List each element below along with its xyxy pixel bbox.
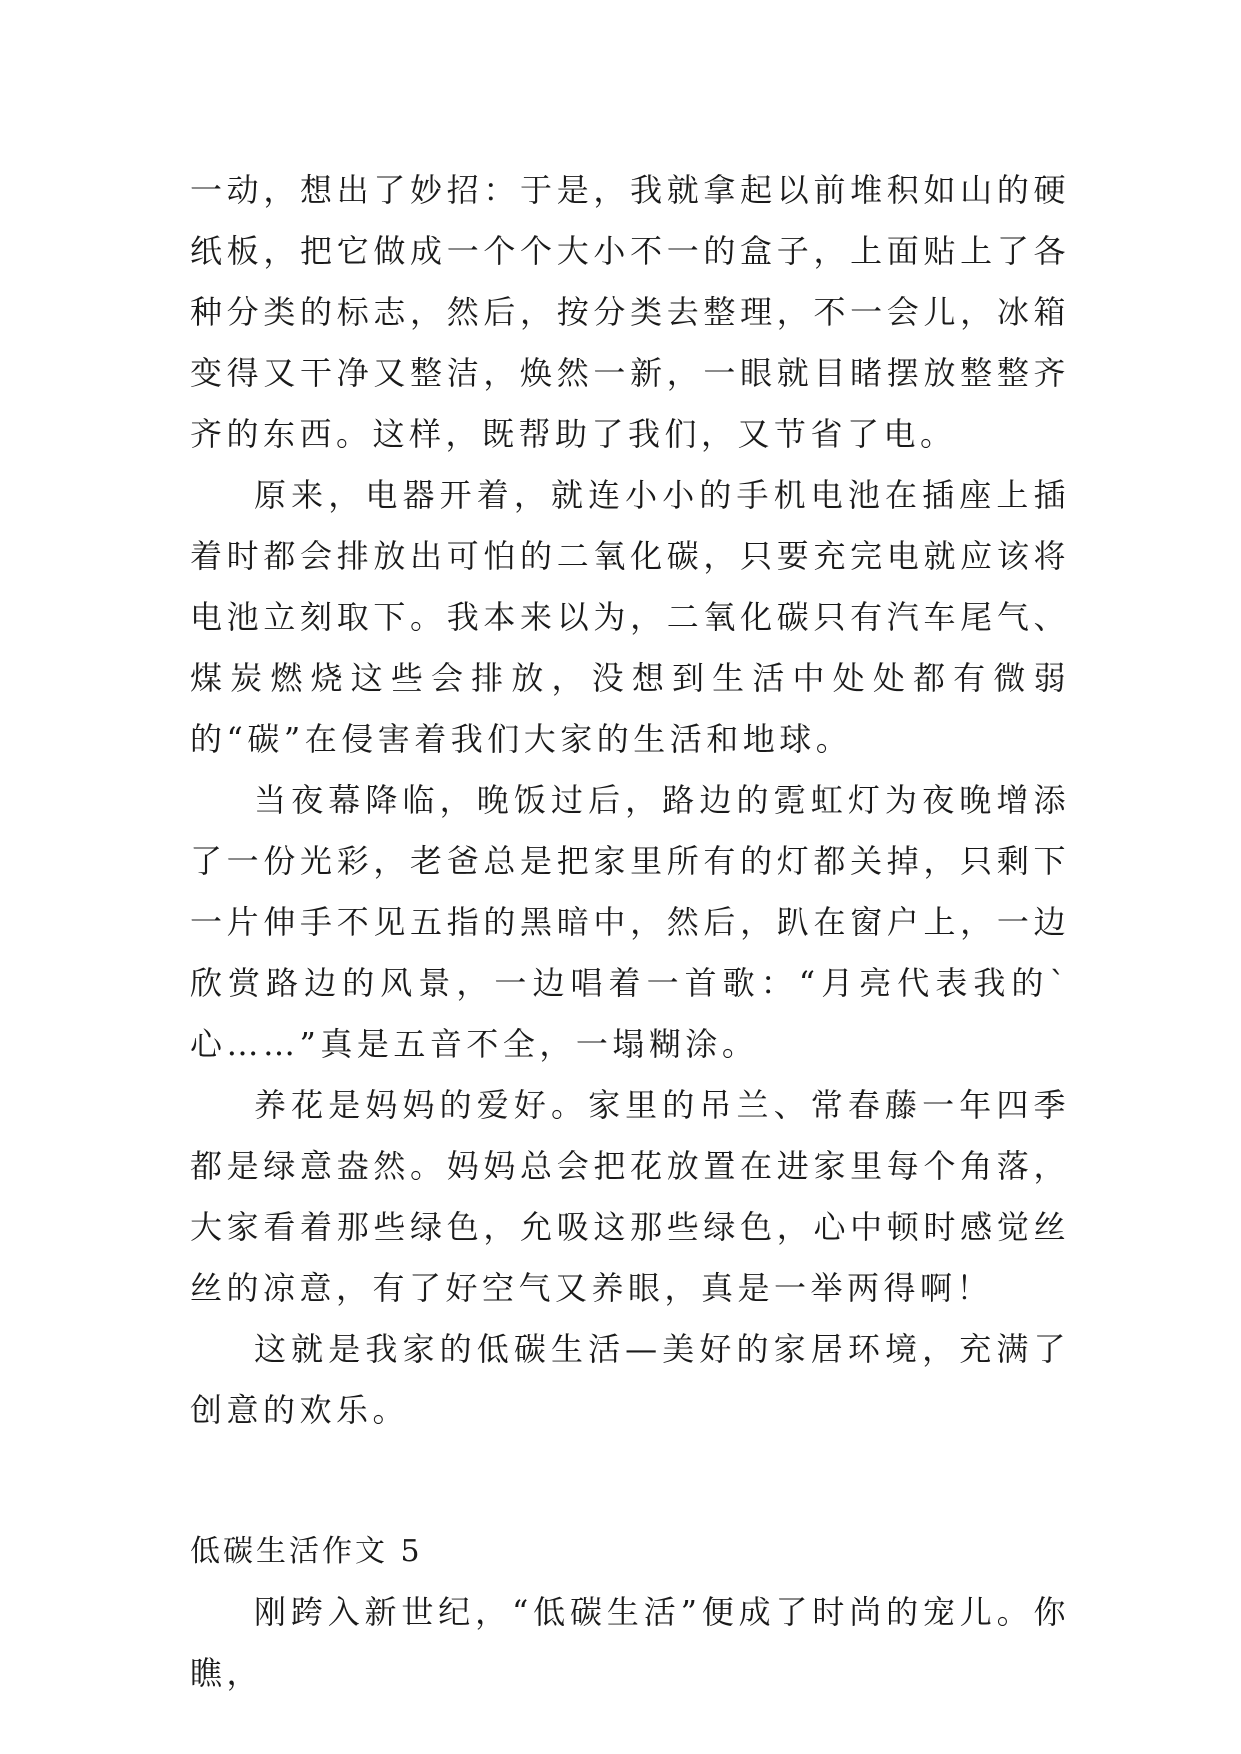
paragraph-section-start: 刚跨入新世纪，“低碳生活”便成了时尚的宠儿。你瞧，: [190, 1593, 1070, 1692]
paragraph-flowers: 养花是妈妈的爱好。家里的吊兰、常春藤一年四季都是绿意盎然。妈妈总会把花放置在进家里每个角落，大家看着那些绿色，允吸这那些绿色，心中顿时感觉丝丝的凉意，有了好空气又养眼，真是一举两得啊！: [190, 1086, 1070, 1307]
section-title: 低碳生活作文 5: [190, 1534, 423, 1569]
paragraph-carbon-dioxide: 原来，电器开着，就连小小的手机电池在插座上插着时都会排放出可怕的二氧化碳，只要充完电就应该将电池立刻取下。我本来以为，二氧化碳只有汽车尾气、煤炭燃烧这些会排放，没想到生活中处处都有微弱的“碳”在侵害着我们大家的生活和地球。: [190, 476, 1070, 758]
paragraph-continued: 一动，想出了妙招：于是，我就拿起以前堆积如山的硬纸板，把它做成一个个大小不一的盒子，上面贴上了各种分类的标志，然后，按分类去整理，不一会儿，冰箱变得又干净又整洁，焕然一新，一眼就目睹摆放整整齐齐的东西。这样，既帮助了我们，又节省了电。: [190, 171, 1070, 453]
paragraph-conclusion: 这就是我家的低碳生活—美好的家居环境，充满了创意的欢乐。: [190, 1330, 1070, 1429]
paragraph-night: 当夜幕降临，晚饭过后，路边的霓虹灯为夜晚增添了一份光彩，老爸总是把家里所有的灯都关掉，只剩下一片伸手不见五指的黑暗中，然后，趴在窗户上，一边欣赏路边的风景，一边唱着一首歌：“月亮代表我的`心……”真是五音不全，一塌糊涂。: [190, 781, 1070, 1063]
document-page: [190, 160, 1070, 1704]
